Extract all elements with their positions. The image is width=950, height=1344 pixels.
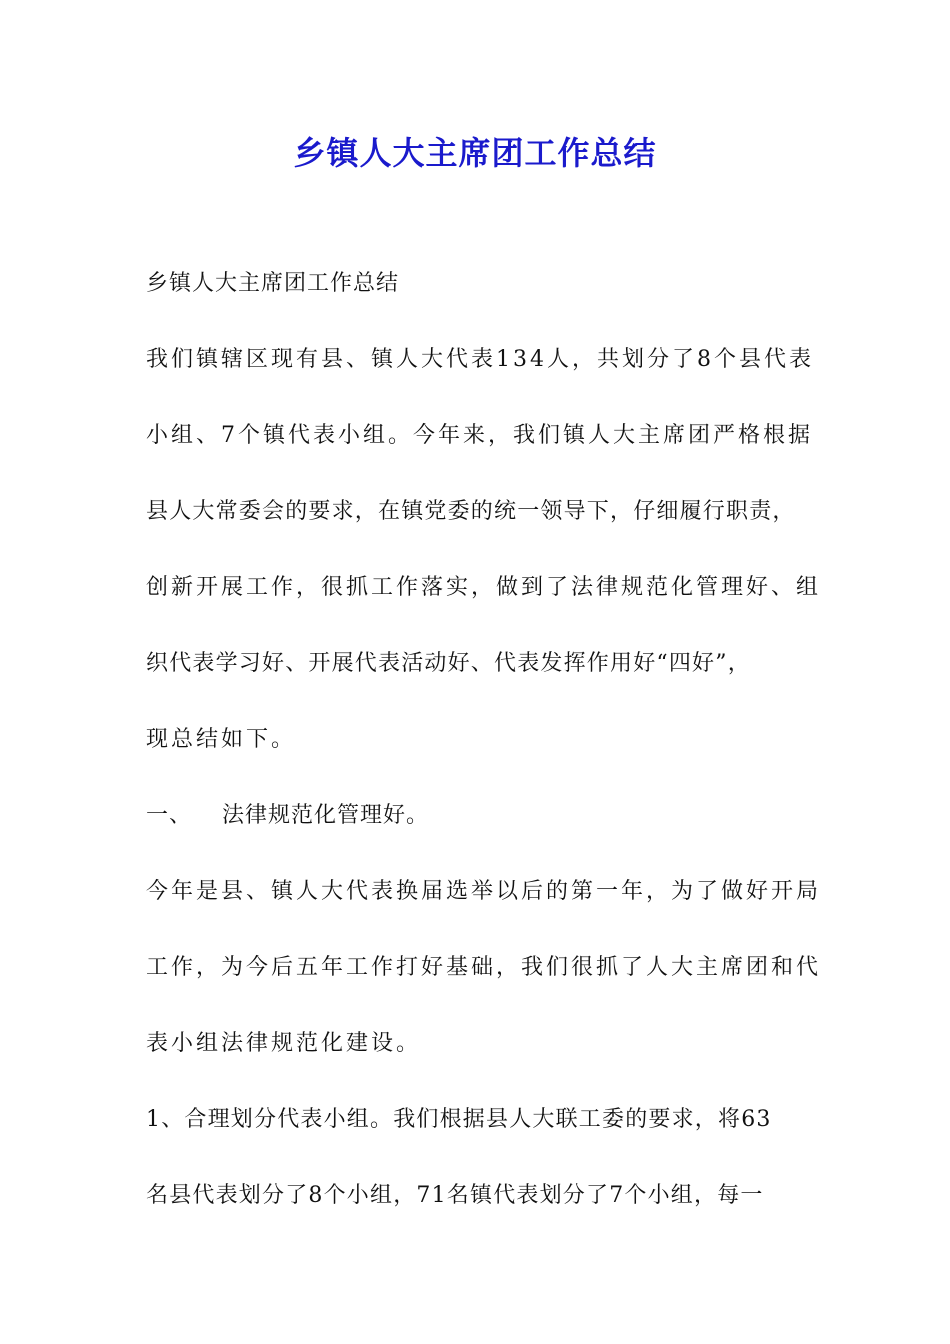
- document-title: 乡镇人大主席团工作总结: [293, 134, 657, 172]
- paragraph-line: 小组、7个镇代表小组。今年来，我们镇人大主席团严格根据: [146, 423, 813, 448]
- subtitle-line: 乡镇人大主席团工作总结: [146, 271, 400, 296]
- section-heading-text: 法律规范化管理好。: [222, 803, 430, 828]
- paragraph-line: 县人大常委会的要求，在镇党委的统一领导下，仔细履行职责，: [146, 499, 796, 524]
- paragraph-line: 我们镇辖区现有县、镇人大代表134人，共划分了8个县代表: [146, 347, 814, 372]
- paragraph-line: 织代表学习好、开展代表活动好、代表发挥作用好“四好”，: [146, 651, 751, 676]
- paragraph-line: 1、合理划分代表小组。我们根据县人大联工委的要求，将63: [146, 1107, 772, 1132]
- section-number: 一、: [146, 803, 193, 828]
- paragraph-line: 今年是县、镇人大代表换届选举以后的第一年，为了做好开局: [146, 879, 822, 904]
- paragraph-line: 创新开展工作，很抓工作落实，做到了法律规范化管理好、组: [146, 575, 822, 600]
- paragraph-line: 名县代表划分了8个小组，71名镇代表划分了7个小组，每一: [146, 1183, 764, 1208]
- paragraph-line: 现总结如下。: [146, 727, 297, 752]
- section-heading: [146, 796, 826, 872]
- document-body: [146, 264, 826, 1252]
- paragraph-line: 表小组法律规范化建设。: [146, 1031, 422, 1056]
- paragraph-line: 工作，为今后五年工作打好基础，我们很抓了人大主席团和代: [146, 955, 822, 980]
